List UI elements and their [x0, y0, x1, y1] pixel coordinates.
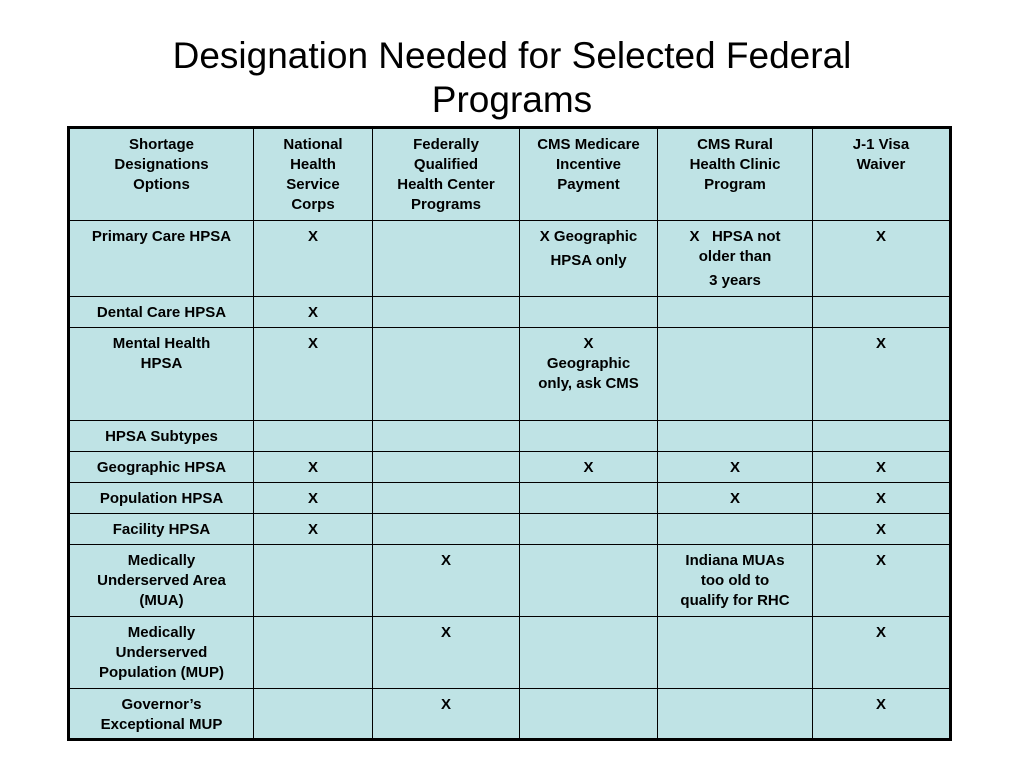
cell-mark: X: [307, 490, 318, 507]
j1-visa-cell: [813, 483, 951, 514]
header-text: Health Clinic: [689, 156, 781, 173]
header-text: Payment: [557, 176, 620, 193]
table-row: [69, 545, 951, 617]
row-label-cell: [69, 328, 254, 421]
fqhc-cell: [373, 221, 520, 297]
row-label-cell: [69, 452, 254, 483]
nhsc-cell: [254, 421, 373, 452]
header-text: J-1 Visa: [852, 136, 910, 153]
fqhc-cell: [373, 514, 520, 545]
cms-rural-cell: [658, 514, 813, 545]
cms-rural-cell: [658, 297, 813, 328]
header-text: Qualified: [413, 156, 479, 173]
header-text: CMS Medicare: [537, 136, 640, 153]
row-label: Governor’s: [121, 696, 202, 713]
cms-rural-cell: [658, 617, 813, 689]
j1-visa-cell: [813, 514, 951, 545]
nhsc-cell: [254, 514, 373, 545]
cms-rural-cell: [658, 221, 813, 297]
j1-visa-cell: [813, 221, 951, 297]
cell-text: 3 years: [709, 272, 761, 289]
cell-mark: X: [875, 490, 886, 507]
cell-text: X Geographic: [539, 228, 638, 245]
nhsc-cell: [254, 545, 373, 617]
cell-mark: X: [307, 459, 318, 476]
cms-rural-cell: [658, 328, 813, 421]
cell-mark: X: [307, 228, 318, 245]
nhsc-cell: [254, 689, 373, 740]
header-text: Shortage: [128, 136, 194, 153]
cms-rural-cell: [658, 545, 813, 617]
cms-medicare-cell: [520, 689, 658, 740]
row-label: Exceptional MUP: [100, 716, 223, 733]
table-row: [69, 452, 951, 483]
fqhc-cell: [373, 689, 520, 740]
cms-medicare-cell: [520, 452, 658, 483]
cell-text: Indiana MUAs: [685, 552, 785, 569]
cell-mark: X: [729, 459, 740, 476]
header-row: [69, 128, 951, 221]
cell-mark: X: [875, 552, 886, 569]
table-row: [69, 421, 951, 452]
header-cell-cms-medicare: [520, 128, 658, 221]
cell-text: older than: [698, 248, 772, 265]
row-label: Underserved: [115, 644, 208, 661]
table-row: [69, 483, 951, 514]
cell-mark: X: [875, 696, 886, 713]
cms-medicare-cell: [520, 617, 658, 689]
header-text: Corps: [291, 196, 335, 213]
header-text: Waiver: [856, 156, 906, 173]
cell-text: only, ask CMS: [538, 375, 639, 392]
row-label: Population (MUP): [99, 664, 224, 681]
header-cell-nhsc: [254, 128, 373, 221]
header-text: Incentive: [555, 156, 622, 173]
cell-mark: X: [440, 552, 451, 569]
row-label: Medically: [127, 552, 196, 569]
header-text: Health Center: [397, 176, 495, 193]
cell-mark: X: [307, 304, 318, 321]
fqhc-cell: [373, 617, 520, 689]
j1-visa-cell: [813, 297, 951, 328]
cell-text: HPSA only: [550, 252, 627, 269]
cms-rural-cell: [658, 452, 813, 483]
cell-mark: X: [440, 696, 451, 713]
header-cell-j1-visa: [813, 128, 951, 221]
j1-visa-cell: [813, 328, 951, 421]
header-text: Programs: [410, 196, 482, 213]
table-row: [69, 689, 951, 740]
row-label-cell: [69, 514, 254, 545]
header-text: CMS Rural: [697, 136, 773, 153]
table-row: [69, 617, 951, 689]
table-row: [69, 514, 951, 545]
header-cell-fqhc: [373, 128, 520, 221]
cell-text: X HPSA not: [689, 228, 781, 245]
header-text: Designations: [114, 156, 209, 173]
nhsc-cell: [254, 297, 373, 328]
j1-visa-cell: [813, 545, 951, 617]
cms-medicare-cell: [520, 297, 658, 328]
cell-mark: X: [307, 521, 318, 538]
table-row: [69, 297, 951, 328]
nhsc-cell: [254, 483, 373, 514]
cms-medicare-cell: [520, 421, 658, 452]
fqhc-cell: [373, 297, 520, 328]
cms-rural-cell: [658, 421, 813, 452]
nhsc-cell: [254, 617, 373, 689]
cms-medicare-cell: [520, 514, 658, 545]
j1-visa-cell: [813, 452, 951, 483]
cell-mark: X: [875, 459, 886, 476]
j1-visa-cell: [813, 421, 951, 452]
row-label-cell: [69, 617, 254, 689]
cell-text: Geographic: [546, 355, 631, 372]
cms-medicare-cell: [520, 328, 658, 421]
cell-text: qualify for RHC: [680, 592, 790, 609]
nhsc-cell: [254, 328, 373, 421]
cell-text: X: [583, 335, 594, 352]
cms-medicare-cell: [520, 221, 658, 297]
header-text: Federally: [413, 136, 479, 153]
row-label: HPSA: [140, 355, 183, 372]
cell-mark: X: [875, 624, 886, 641]
table-row: [69, 328, 951, 421]
slide-title-line-2: Programs: [431, 79, 593, 120]
cms-rural-cell: [658, 689, 813, 740]
header-cell-shortage-designations: [69, 128, 254, 221]
row-label-cell: [69, 297, 254, 328]
nhsc-cell: [254, 221, 373, 297]
header-text: Service: [286, 176, 340, 193]
cell-mark: X: [583, 459, 594, 476]
fqhc-cell: [373, 483, 520, 514]
fqhc-cell: [373, 421, 520, 452]
row-label: Primary Care HPSA: [91, 228, 232, 245]
j1-visa-cell: [813, 617, 951, 689]
cell-mark: X: [307, 335, 318, 352]
row-label: Mental Health: [112, 335, 211, 352]
slide-title-line-1: Designation Needed for Selected Federal: [172, 35, 852, 76]
row-label: Population HPSA: [99, 490, 224, 507]
row-label-cell: [69, 689, 254, 740]
row-label-cell: [69, 221, 254, 297]
cms-rural-cell: [658, 483, 813, 514]
cell-mark: X: [729, 490, 740, 507]
nhsc-cell: [254, 452, 373, 483]
header-cell-cms-rural: [658, 128, 813, 221]
header-text: National: [283, 136, 343, 153]
row-label-cell: [69, 421, 254, 452]
row-label: Dental Care HPSA: [96, 304, 227, 321]
header-text: Program: [704, 176, 766, 193]
cell-mark: X: [875, 228, 886, 245]
row-label: (MUA): [139, 592, 184, 609]
row-label: Facility HPSA: [112, 521, 211, 538]
fqhc-cell: [373, 545, 520, 617]
cms-medicare-cell: [520, 483, 658, 514]
slide-title: [0, 34, 1024, 122]
fqhc-cell: [373, 452, 520, 483]
designation-table: [67, 126, 952, 741]
header-text: Options: [133, 176, 190, 193]
row-label-cell: [69, 483, 254, 514]
cell-text: too old to: [700, 572, 770, 589]
cell-mark: X: [875, 335, 886, 352]
cms-medicare-cell: [520, 545, 658, 617]
row-label: Underserved Area: [97, 572, 226, 589]
row-label: HPSA Subtypes: [105, 428, 218, 445]
header-text: Health: [290, 156, 336, 173]
fqhc-cell: [373, 328, 520, 421]
row-label-cell: [69, 545, 254, 617]
j1-visa-cell: [813, 689, 951, 740]
cell-mark: X: [440, 624, 451, 641]
cell-mark: X: [875, 521, 886, 538]
table-row: [69, 221, 951, 297]
row-label: Geographic HPSA: [96, 459, 227, 476]
row-label: Medically: [127, 624, 196, 641]
